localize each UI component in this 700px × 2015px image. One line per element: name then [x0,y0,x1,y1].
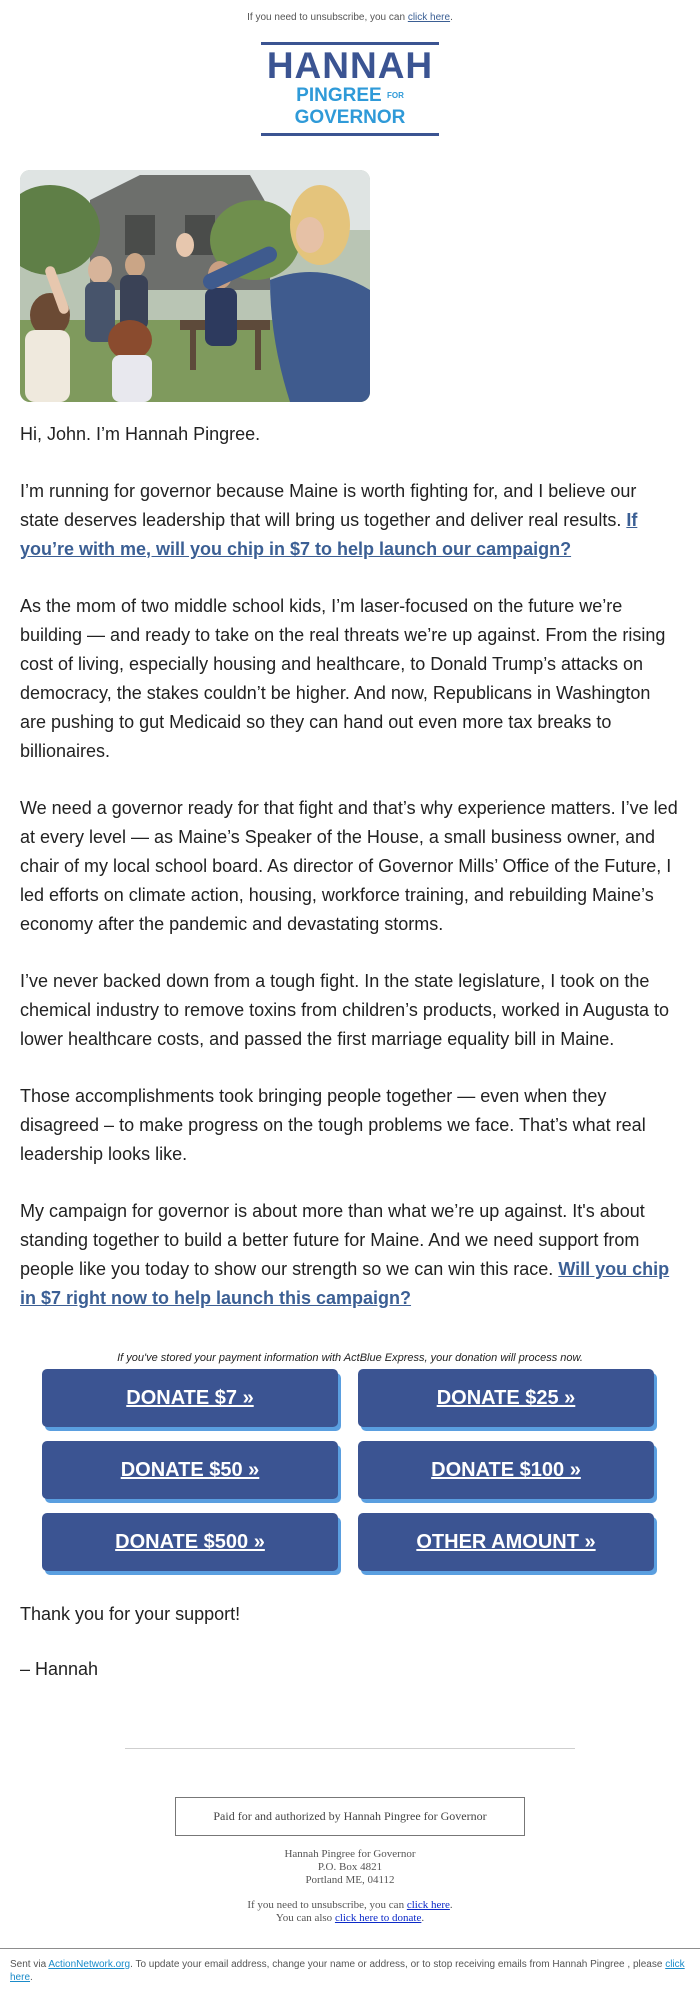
campaign-photo [20,170,370,402]
footer-donate-suffix: . [421,1912,425,1924]
address-org: Hannah Pingree for Governor [284,1848,416,1860]
logo-name: HANNAH [266,45,434,86]
footer-unsubscribe-prefix: If you need to unsubscribe, you can [247,1899,405,1911]
other-amount-button[interactable]: OTHER AMOUNT » [358,1513,654,1571]
paragraph-2: As the mom of two middle school kids, I’m laser-focused on the future we’re building — and ready to take on the real threats we’re up against. From the rising cost of living, especially housing and healthcare, to Donald Trump’s attacks on democracy, the stakes couldn’t be higher. And now, Republicans in Washington are pushing to gut Medicaid so they can hand out even more tax breaks to billionaires. [20,596,666,761]
donate-7-button[interactable]: DONATE $7 » [42,1369,338,1427]
thank-you-text: Thank you for your support! [20,1604,241,1624]
sent-via-text: . To update your email address, change your name or address, or to stop receiving emails from Hannah Pingree , please [130,1959,663,1970]
sent-via-suffix: . [30,1972,33,1983]
footer-unsubscribe-line [0,1899,700,1912]
paid-for-disclaimer: Paid for and authorized by Hannah Pingree for Governor [175,1797,525,1836]
paragraph-6 [20,1197,680,1313]
top-unsubscribe-suffix: . [450,12,453,23]
sent-via-prefix: Sent via [10,1959,47,1970]
actblue-note: If you've stored your payment information with ActBlue Express, your donation will process now. [117,1352,583,1364]
paragraph-3: We need a governor ready for that fight and that’s why experience matters. I’ve led at every level — as Maine’s Speaker of the House, a small business owner, and chair of my local school board. As director of Governor Mills’ Office of the Future, I led efforts on climate action, housing, workforce training, and rebuilding Maine’s economy after the pandemic and devastating storms. [20,798,678,934]
paragraph-4: I’ve never backed down from a tough fight. In the state legislature, I took on the chemical industry to remove toxins from children’s products, worked in Augusta to lower healthcare costs, and passed the first marriage equality bill in Maine. [20,971,669,1049]
footer-donate-prefix: You can also [275,1912,333,1924]
bottom-divider [0,1948,700,1949]
logo-subtitle [261,85,439,129]
donate-50-button[interactable]: DONATE $50 » [42,1441,338,1499]
paragraph-5: Those accomplishments took bringing people together — even when they disagreed – to make progress on the tough problems we face. That’s what real leadership looks like. [20,1086,646,1164]
donate-100-button[interactable]: DONATE $100 » [358,1441,654,1499]
top-unsubscribe-prefix: If you need to unsubscribe, you can [247,12,406,23]
footer-divider [125,1748,575,1749]
paragraph-1-text: I’m running for governor because Maine is worth fighting for, and I believe our state deserves leadership that will bring us together and deliver real results. [20,481,637,530]
paragraph-6-text: My campaign for governor is about more than what we’re up against. It's about standing together to build a better future for Maine. And we need support from people like you today to show our strength so we can win this race. [20,1201,645,1279]
sent-via-footer [10,1958,690,1984]
campaign-logo [0,42,700,136]
donate-500-button[interactable]: DONATE $500 » [42,1513,338,1571]
footer-donate-link[interactable]: click here to donate [334,1912,422,1924]
top-unsubscribe-note [0,0,700,28]
top-unsubscribe-link[interactable]: click here [407,12,451,23]
donate-25-button[interactable]: DONATE $25 » [358,1369,654,1427]
logo-bottom-bar [261,133,439,136]
logo-office: GOVERNOR [294,107,406,129]
chip-in-link-1[interactable]: If you’re with me, will you chip in $7 to help launch our campaign? [20,510,638,559]
greeting: Hi, John. I’m Hannah Pingree. [20,424,261,444]
chip-in-link-2[interactable]: Will you chip in $7 right now to help launch this campaign? [20,1259,670,1308]
email-body [20,420,680,1341]
footer-unsubscribe-link[interactable]: click here [406,1899,450,1911]
paragraph-1 [20,477,680,564]
actionnetwork-link[interactable]: ActionNetwork.org [48,1959,131,1970]
closing [20,1601,240,1711]
address-po-box: P.O. Box 4821 [317,1861,383,1873]
signature: – Hannah [20,1659,99,1679]
campaign-photo-illustration [20,170,370,402]
mailing-address [0,1848,700,1925]
logo-for: FOR [386,91,404,100]
update-preferences-link[interactable]: click here [10,1959,685,1983]
footer-donate-line [0,1912,700,1925]
logo-first: PINGREE [296,85,382,107]
address-city: Portland ME, 04112 [305,1874,395,1886]
footer-unsubscribe-suffix: . [449,1899,453,1911]
